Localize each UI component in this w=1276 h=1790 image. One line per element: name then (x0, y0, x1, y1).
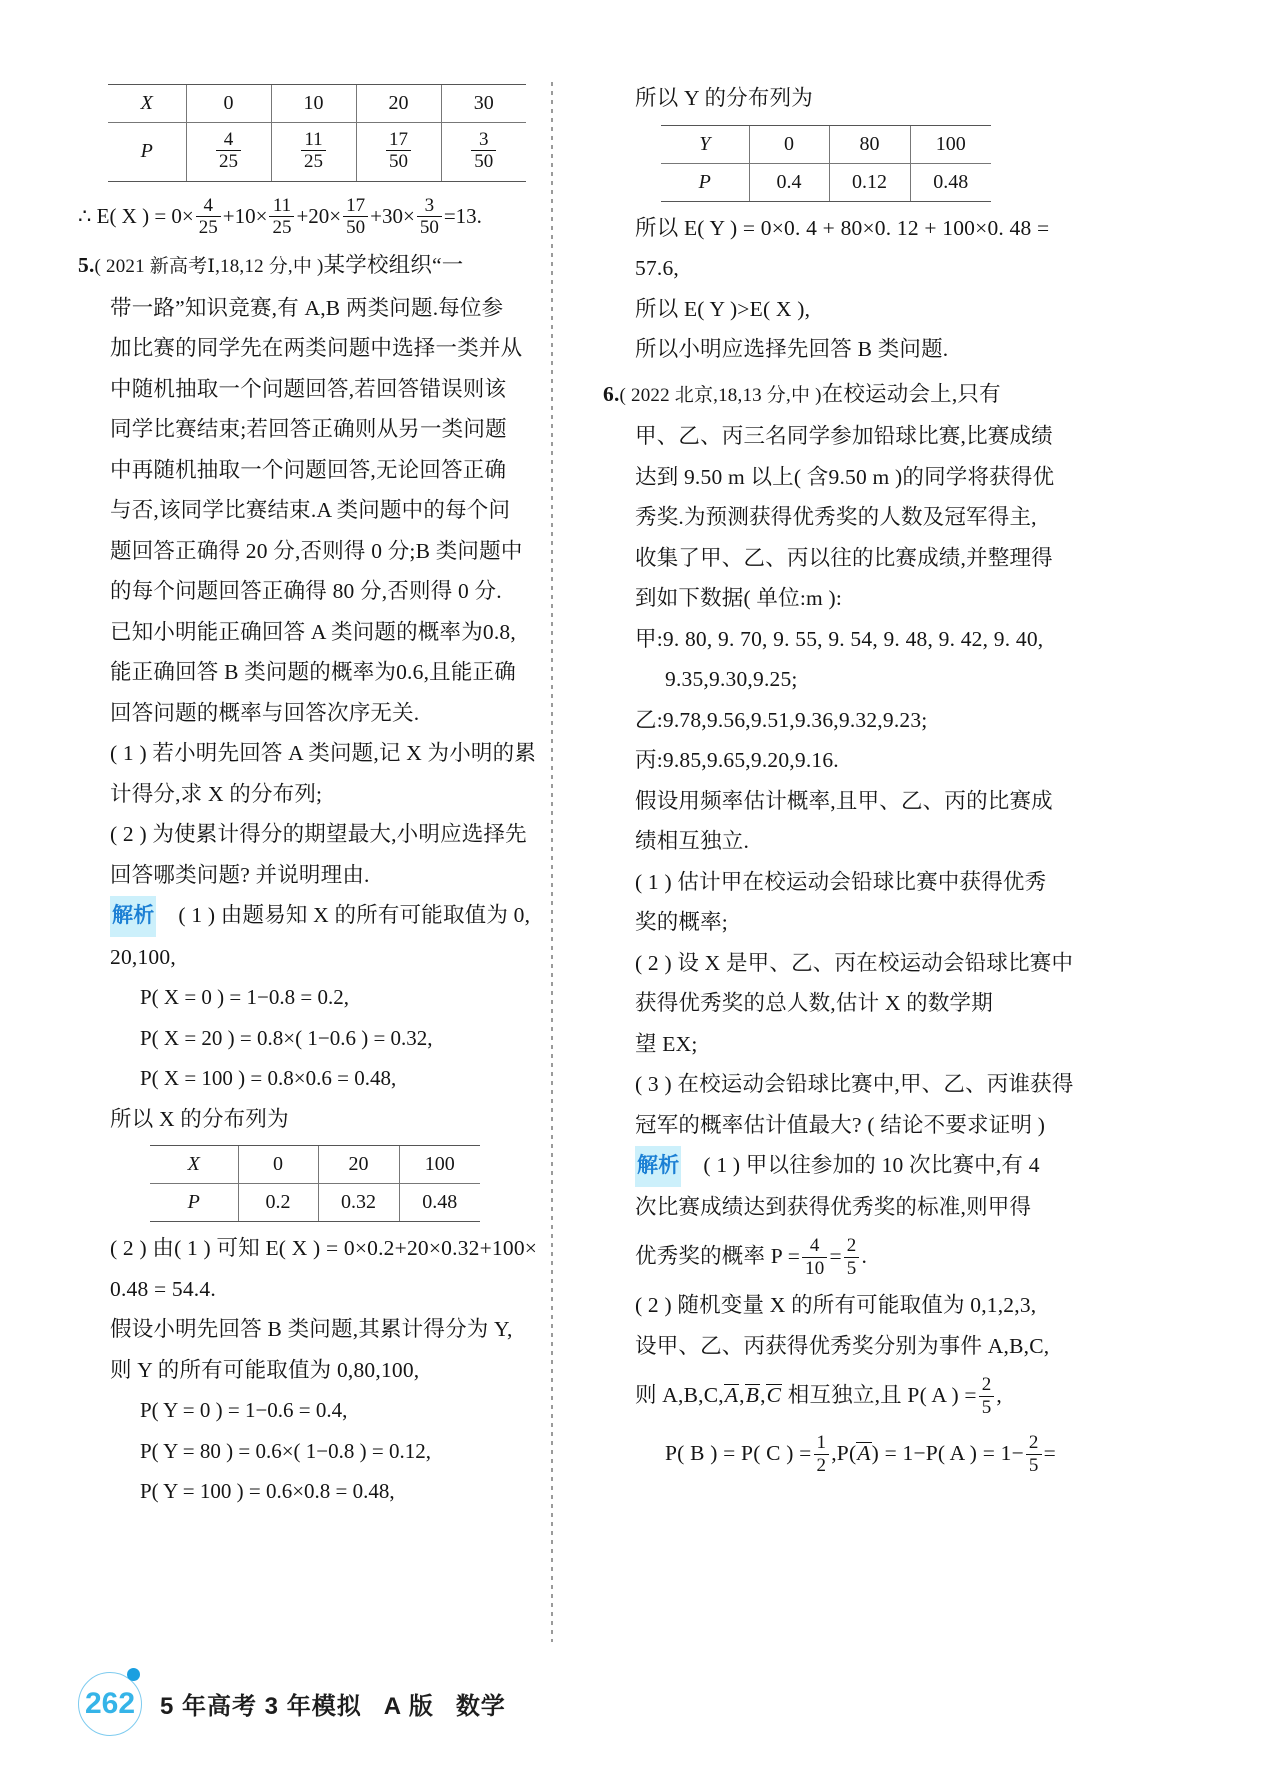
problem-number: 5. (78, 253, 95, 278)
fraction-numerator: 17 (389, 129, 408, 150)
eq-suffix: . (861, 1244, 868, 1268)
solution-equation: 所以 E( Y ) = 0×0. 4 + 80×0. 12 + 100×0. 48 = (635, 215, 1050, 240)
table-row (661, 163, 991, 201)
solution-line: 则 Y 的所有可能取值为 0,80,100, (110, 1357, 420, 1382)
table-row (108, 85, 526, 123)
table-cell-label: P (661, 163, 749, 201)
problem-source: ( 2021 新高考Ⅰ,18,12 分,中 ) (94, 256, 324, 278)
page-number: 262 (84, 1687, 136, 1720)
solution-line: 所以小明应选择先回答 B 类问题. (635, 337, 949, 361)
table-cell: 30 (441, 85, 526, 123)
left-column (78, 78, 548, 1618)
problem-stem-line: 能正确回答 B 类问题的概率为0.6,且能正确 (110, 660, 516, 685)
fraction-numerator: 2 (846, 1235, 857, 1257)
problem-number: 6. (603, 381, 620, 406)
sub-question-line: ( 2 ) 为使累计得分的期望最大,小明应选择先 (110, 822, 527, 847)
table-row (108, 123, 526, 182)
solution-equation: P( X = 100 ) = 0.8×0.6 = 0.48, (140, 1066, 397, 1091)
distribution-table-x-decimals (150, 1145, 480, 1222)
table-cell (186, 123, 271, 182)
sub-question-line: 冠军的概率估计值最大? ( 结论不要求证明 ) (635, 1112, 1046, 1137)
eq-part: = (1043, 1441, 1056, 1465)
data-values: :9.85,9.65,9.20,9.16. (656, 748, 839, 772)
fraction-denominator: 50 (343, 216, 368, 238)
data-label: 乙 (635, 707, 657, 732)
table-cell: 0 (238, 1146, 318, 1184)
eq-prefix: 则 A,B,C, (635, 1383, 724, 1407)
table-cell: 0.4 (749, 163, 829, 201)
complement-c: C (766, 1383, 782, 1407)
footer-edition: A 版 (383, 1693, 434, 1720)
fraction-numerator: 3 (479, 129, 489, 150)
fraction-numerator: 2 (981, 1374, 992, 1396)
solution-line: 次比赛成绩达到获得优秀奖的标准,则甲得 (635, 1194, 1032, 1219)
eq-suffix: , (996, 1383, 1002, 1407)
fraction-numerator: 4 (223, 129, 234, 150)
fraction-denominator: 25 (301, 150, 326, 172)
table-cell: 0.12 (829, 163, 910, 201)
table-cell: 20 (318, 1146, 399, 1184)
solution-equation: P( Y = 100 ) = 0.6×0.8 = 0.48, (140, 1479, 395, 1504)
eq-mid: 相互独立,且 P( A ) = (782, 1383, 977, 1407)
fraction-denominator: 25 (269, 216, 294, 238)
sub-question-line: ( 3 ) 在校运动会铅球比赛中,甲、乙、丙谁获得 (635, 1072, 1074, 1096)
intro-line: 所以 Y 的分布列为 (635, 86, 813, 110)
table-cell: 0.48 (910, 163, 991, 201)
table-cell-label: Y (661, 125, 749, 163)
sub-question-line: 望 EX; (635, 1031, 698, 1056)
solution-line: ( 2 ) 随机变量 X 的所有可能取值为 0,1,2,3, (635, 1293, 1037, 1317)
fraction-denominator: 50 (417, 216, 442, 238)
assumption-line: 绩相互独立. (635, 829, 750, 853)
solution-line: 所以 E( Y )>E( X ), (635, 296, 811, 321)
sub-question-line: 计得分,求 X 的分布列; (110, 781, 323, 806)
decorative-dot (127, 1668, 140, 1681)
solution-text: ( 1 ) 甲以往参加的 10 次比赛中,有 4 (703, 1153, 1040, 1177)
data-label: 丙 (635, 748, 657, 772)
solution-label: 解析 (635, 1146, 681, 1187)
table-cell (441, 123, 526, 182)
solution-equation: P( X = 0 ) = 1−0.8 = 0.2, (140, 985, 349, 1010)
data-values: :9.78,9.56,9.51,9.36,9.32,9.23; (656, 707, 928, 732)
solution-line: 57.6, (635, 256, 679, 280)
fraction-denominator: 5 (1026, 1454, 1042, 1476)
distribution-table-x-fractions (108, 84, 526, 182)
problem-stem-line: 收集了甲、乙、丙以往的比赛成绩,并整理得 (635, 545, 1053, 570)
problem5-first-line (78, 245, 524, 288)
problem-stem-line: 题回答正确得 20 分,否则得 0 分;B 类问题中 (110, 538, 523, 563)
final-equation (603, 1424, 1058, 1482)
problem-stem-line: 到如下数据( 单位:m ): (635, 586, 843, 610)
problem-stem-line: 中随机抽取一个问题回答,若回答错误则该 (110, 376, 507, 401)
eq-sep: +20× (296, 203, 342, 228)
fraction-numerator: 11 (304, 129, 323, 150)
problem-stem-fragment: 某学校组织“一 (323, 253, 464, 278)
fraction-numerator: 17 (346, 194, 366, 216)
table-cell: 0.32 (318, 1184, 399, 1222)
sub-question-line: 获得优秀奖的总人数,估计 X 的数学期 (635, 991, 993, 1015)
sub-question-line: ( 1 ) 若小明先回答 A 类问题,记 X 为小明的累 (110, 741, 537, 766)
fraction-denominator: 5 (844, 1257, 860, 1279)
problem-stem-fragment: 在校运动会上,只有 (821, 381, 1001, 406)
data-label: 甲 (635, 626, 657, 651)
fraction-denominator: 25 (196, 216, 221, 238)
table-cell (356, 123, 441, 182)
problem-stem-line: 与否,该同学比赛结束.A 类问题中的每个问 (110, 498, 511, 523)
data-values-cont: 9.35,9.30,9.25; (665, 667, 798, 691)
assumption-line: 假设用频率估计概率,且甲、乙、丙的比赛成 (635, 788, 1053, 813)
problem-stem-line: 甲、乙、丙三名同学参加铅球比赛,比赛成绩 (635, 424, 1053, 448)
eq-part: ,P( (831, 1441, 857, 1465)
table-cell: 0.48 (399, 1184, 480, 1222)
problem6-first-line (603, 374, 1058, 417)
eq-comma: , (760, 1383, 766, 1407)
solution-line: 假设小明先回答 B 类问题,其累计得分为 Y, (110, 1317, 513, 1342)
problem-stem-line: 已知小明能正确回答 A 类问题的概率为0.8, (110, 619, 516, 644)
data-row-bing (603, 740, 1058, 781)
problem-stem-line: 同学比赛结束;若回答正确则从另一类问题 (110, 417, 507, 442)
solution-equation: P( Y = 80 ) = 0.6×( 1−0.8 ) = 0.12, (140, 1438, 431, 1463)
solution-line: 20,100, (110, 944, 176, 969)
solution-line: 0.48 = 54.4. (110, 1276, 216, 1301)
fraction-denominator: 25 (216, 150, 241, 172)
sub-question-line: ( 2 ) 设 X 是甲、乙、丙在校运动会铅球比赛中 (635, 950, 1074, 975)
sub-question-line: 奖的概率; (635, 910, 728, 934)
eq-part: ) = 1−P( A ) = 1− (871, 1441, 1024, 1465)
table-cell: 0 (749, 125, 829, 163)
sub-question-line: 回答哪类问题? 并说明理由. (110, 862, 370, 887)
independence-equation (603, 1366, 1058, 1424)
problem-stem-line: 回答问题的概率与回答次序无关. (110, 700, 420, 725)
table-cell: 0.2 (238, 1184, 318, 1222)
complement-a: A (857, 1441, 871, 1465)
problem-stem-line: 加比赛的同学先在两类问题中选择一类并从 (110, 336, 523, 361)
table-cell: 10 (271, 85, 356, 123)
solution-first-line (78, 895, 531, 937)
expectation-equation (78, 196, 524, 240)
page-number-badge (78, 1672, 142, 1736)
fraction-numerator: 4 (203, 194, 214, 216)
table-cell: 0 (186, 85, 271, 123)
table-cell-label: P (108, 123, 186, 182)
footer-book-title: 5 年高考 3 年模拟 (160, 1693, 362, 1720)
two-column-body (78, 78, 1198, 1618)
table-cell-label: P (150, 1184, 238, 1222)
eq-prefix: ∴ E( X ) = 0× (78, 203, 194, 228)
eq-sep: +10× (222, 203, 268, 228)
table-cell (271, 123, 356, 182)
solution-equation: P( X = 20 ) = 0.8×( 1−0.6 ) = 0.32, (140, 1025, 433, 1050)
fraction-numerator: 4 (809, 1235, 820, 1257)
table-cell: 80 (829, 125, 910, 163)
problem-stem-line: 中再随机抽取一个问题回答,无论回答正确 (110, 457, 507, 482)
table-cell-label: X (150, 1146, 238, 1184)
table-cell: 100 (910, 125, 991, 163)
problem-source: ( 2022 北京,18,13 分,中 ) (619, 384, 822, 406)
distribution-table-y (661, 125, 991, 202)
problem-stem-line: 达到 9.50 m 以上( 含9.50 m )的同学将获得优 (635, 464, 1055, 489)
fraction-numerator: 2 (1028, 1432, 1039, 1454)
footer-title (160, 1686, 506, 1721)
data-values: :9. 80, 9. 70, 9. 55, 9. 54, 9. 48, 9. 42, 9. 40, (656, 626, 1044, 651)
solution-label: 解析 (110, 896, 156, 937)
solution-equation: P( Y = 0 ) = 1−0.6 = 0.4, (140, 1398, 348, 1423)
fraction-denominator: 10 (802, 1257, 827, 1279)
complement-a: A (724, 1383, 739, 1407)
table-row (150, 1146, 480, 1184)
fraction-numerator: 3 (424, 194, 435, 216)
complement-b: B (745, 1383, 760, 1407)
eq-sep: +30× (370, 203, 415, 228)
eq-sign: = (829, 1244, 842, 1268)
data-row-yi (603, 700, 1058, 741)
table-row (661, 125, 991, 163)
eq-comma: , (739, 1383, 745, 1407)
table-cell: 20 (356, 85, 441, 123)
problem-stem-line: 带一路”知识竞赛,有 A,B 两类问题.每位参 (110, 295, 504, 320)
solution-line: 设甲、乙、丙获得优秀奖分别为事件 A,B,C, (635, 1333, 1050, 1358)
table-cell: 100 (399, 1146, 480, 1184)
problem-stem-line: 秀奖.为预测获得优秀奖的人数及冠军得主, (635, 505, 1037, 529)
solution-line: 所以 X 的分布列为 (110, 1106, 289, 1131)
eq-prefix: 优秀奖的概率 P = (635, 1244, 801, 1268)
probability-equation (603, 1227, 1058, 1285)
table-cell-label: X (108, 85, 186, 123)
eq-part: P( B ) = P( C ) = (665, 1441, 812, 1465)
fraction-numerator: 11 (272, 194, 292, 216)
solution-text: ( 1 ) 由题易知 X 的所有可能取值为 0, (178, 903, 531, 928)
solution-line: ( 2 ) 由( 1 ) 可知 E( X ) = 0×0.2+20×0.32+100× (110, 1236, 538, 1261)
fraction-denominator: 2 (814, 1454, 830, 1476)
footer-subject: 数学 (455, 1693, 506, 1720)
fraction-denominator: 50 (386, 150, 411, 172)
solution-first-line (603, 1145, 1058, 1187)
eq-suffix: =13. (443, 203, 482, 228)
data-row-jia (603, 619, 1058, 660)
table-row (150, 1184, 480, 1222)
fraction-denominator: 5 (979, 1396, 995, 1418)
sub-question-line: ( 1 ) 估计甲在校运动会铅球比赛中获得优秀 (635, 869, 1047, 894)
right-column (603, 78, 1074, 1618)
fraction-numerator: 1 (816, 1432, 827, 1454)
fraction-denominator: 50 (471, 150, 496, 172)
problem-stem-line: 的每个问题回答正确得 80 分,否则得 0 分. (110, 579, 502, 604)
